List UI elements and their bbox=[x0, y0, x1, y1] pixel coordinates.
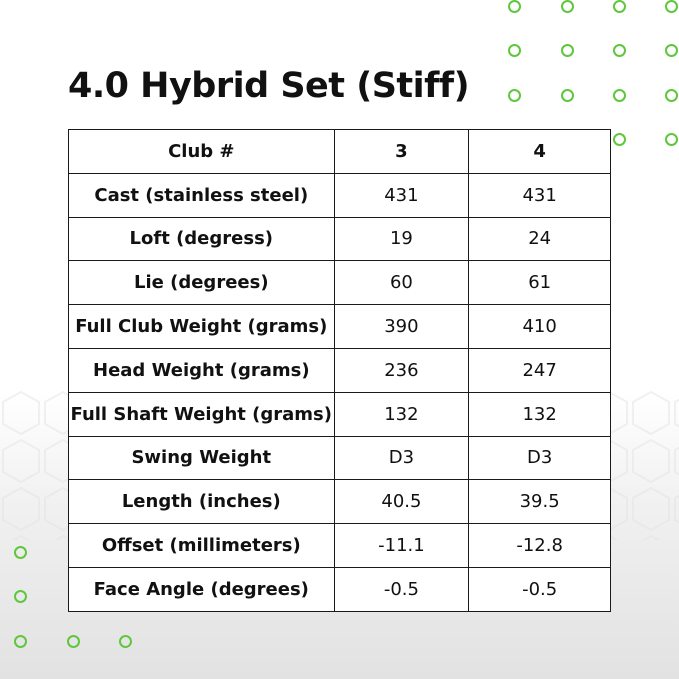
header-club-number: Club # bbox=[69, 130, 335, 174]
cell-club-4: 410 bbox=[469, 305, 611, 349]
table-row bbox=[69, 261, 611, 305]
cell-club-4: 431 bbox=[469, 173, 611, 217]
table-row bbox=[69, 524, 611, 568]
cell-club-3: 431 bbox=[334, 173, 469, 217]
cell-club-4: 247 bbox=[469, 348, 611, 392]
dot-icon bbox=[613, 44, 626, 57]
cell-club-3: -11.1 bbox=[334, 524, 469, 568]
dot-icon bbox=[665, 44, 678, 57]
row-label: Full Club Weight (grams) bbox=[69, 305, 335, 349]
spec-table bbox=[68, 129, 611, 612]
row-label: Loft (degress) bbox=[69, 217, 335, 261]
dot-icon bbox=[508, 0, 521, 13]
cell-club-4: 61 bbox=[469, 261, 611, 305]
row-label: Lie (degrees) bbox=[69, 261, 335, 305]
dot-icon bbox=[14, 635, 27, 648]
cell-club-4: -0.5 bbox=[469, 567, 611, 611]
table-row bbox=[69, 173, 611, 217]
dot-icon bbox=[508, 44, 521, 57]
table-row bbox=[69, 348, 611, 392]
cell-club-3: 60 bbox=[334, 261, 469, 305]
table-row bbox=[69, 480, 611, 524]
cell-club-3: 236 bbox=[334, 348, 469, 392]
dot-icon bbox=[613, 89, 626, 102]
row-label: Full Shaft Weight (grams) bbox=[69, 392, 335, 436]
cell-club-3: 40.5 bbox=[334, 480, 469, 524]
cell-club-3: D3 bbox=[334, 436, 469, 480]
cell-club-4: -12.8 bbox=[469, 524, 611, 568]
table-row bbox=[69, 436, 611, 480]
cell-club-4: D3 bbox=[469, 436, 611, 480]
dot-icon bbox=[561, 44, 574, 57]
table-row bbox=[69, 217, 611, 261]
row-label: Head Weight (grams) bbox=[69, 348, 335, 392]
dot-icon bbox=[561, 0, 574, 13]
row-label: Length (inches) bbox=[69, 480, 335, 524]
cell-club-3: 19 bbox=[334, 217, 469, 261]
row-label: Face Angle (degrees) bbox=[69, 567, 335, 611]
table-row bbox=[69, 567, 611, 611]
row-label: Swing Weight bbox=[69, 436, 335, 480]
dot-icon bbox=[665, 0, 678, 13]
table-header-row bbox=[69, 130, 611, 174]
header-club-3: 3 bbox=[334, 130, 469, 174]
dot-icon bbox=[665, 133, 678, 146]
dot-icon bbox=[561, 89, 574, 102]
cell-club-4: 39.5 bbox=[469, 480, 611, 524]
dot-icon bbox=[508, 89, 521, 102]
row-label: Cast (stainless steel) bbox=[69, 173, 335, 217]
page-title: 4.0 Hybrid Set (Stiff) bbox=[68, 66, 470, 106]
cell-club-3: 132 bbox=[334, 392, 469, 436]
dot-icon bbox=[67, 635, 80, 648]
dot-icon bbox=[613, 133, 626, 146]
dot-icon bbox=[665, 89, 678, 102]
dot-icon bbox=[14, 546, 27, 559]
table-row bbox=[69, 305, 611, 349]
dot-icon bbox=[119, 635, 132, 648]
cell-club-4: 132 bbox=[469, 392, 611, 436]
cell-club-4: 24 bbox=[469, 217, 611, 261]
dot-icon bbox=[613, 0, 626, 13]
header-club-4: 4 bbox=[469, 130, 611, 174]
row-label: Offset (millimeters) bbox=[69, 524, 335, 568]
cell-club-3: -0.5 bbox=[334, 567, 469, 611]
table-row bbox=[69, 392, 611, 436]
cell-club-3: 390 bbox=[334, 305, 469, 349]
dot-icon bbox=[14, 590, 27, 603]
